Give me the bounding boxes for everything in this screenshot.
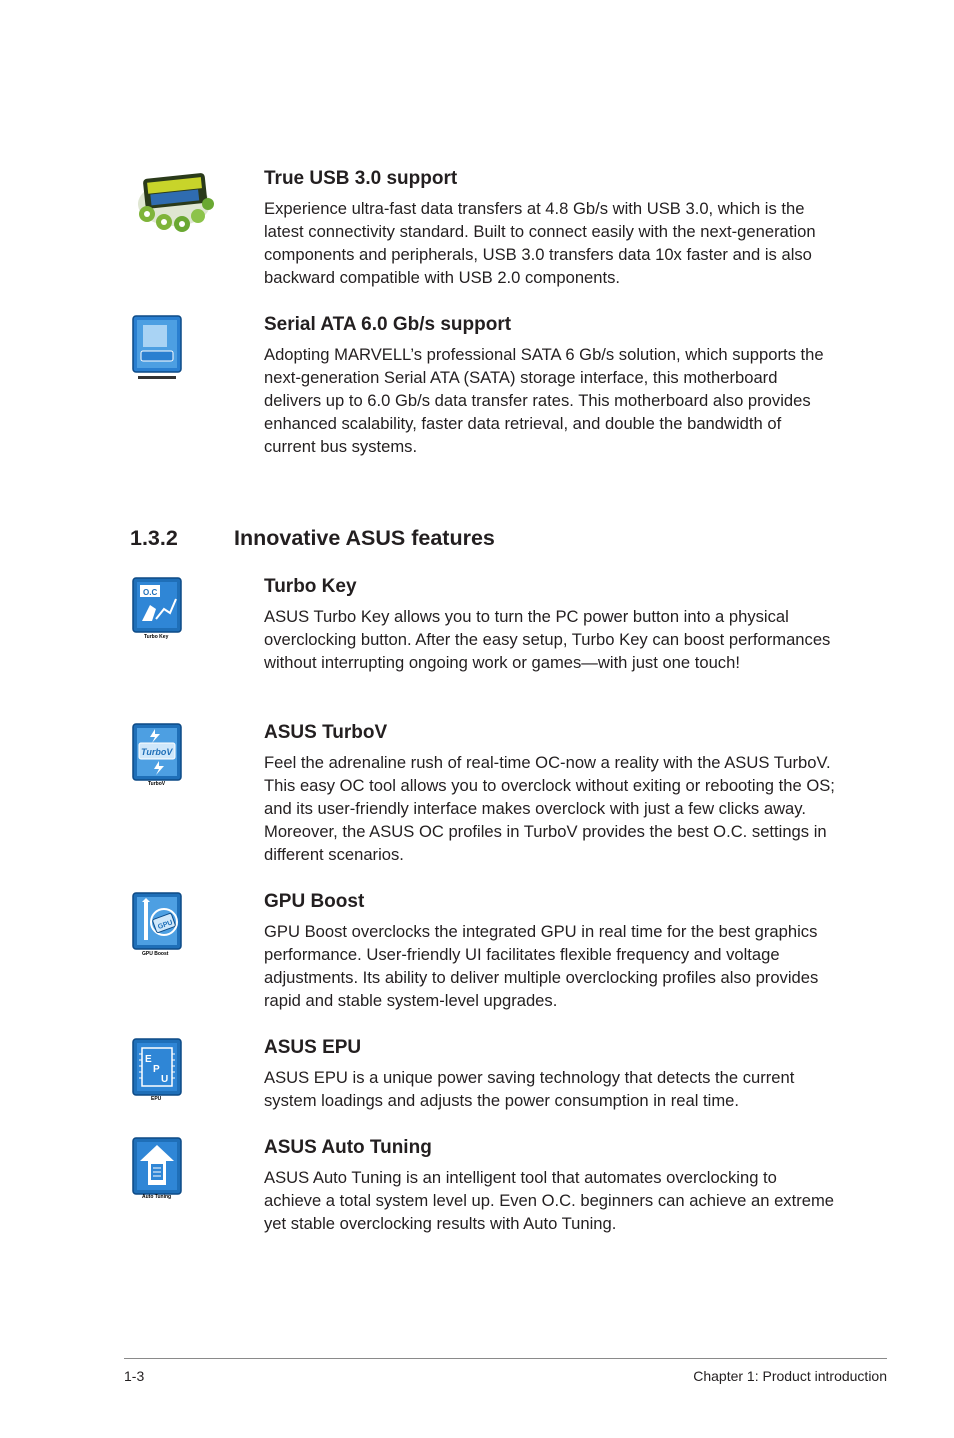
turbov-icon xyxy=(132,723,182,781)
auto-tuning-icon xyxy=(132,1137,182,1195)
feature-description: ASUS Auto Tuning is an intelligent tool that automates overclocking to achieve a total system level up. Even O.C. beginners can achieve an extreme yet stable overclocking results with Auto Tuning. xyxy=(264,1168,835,1233)
feature-title: ASUS TurboV xyxy=(264,722,388,743)
icon-caption: Auto Tuning xyxy=(142,1194,172,1200)
feature-title: GPU Boost xyxy=(264,891,365,912)
feature-description: Adopting MARVELL’s professional SATA 6 Gb/s solution, which supports the next-generation Serial ATA (SATA) storage interface, this motherboard delivers up to 6.0 Gb/s data transfer rates. This motherboard also provides enhanced scalability, faster data retrieval, and double the bandwidth of current bus systems. xyxy=(264,345,824,456)
feature-description: ASUS Turbo Key allows you to turn the PC power button into a physical overclocking button. After the easy setup, Turbo Key can boost performances without interrupting ongoing work or games—with just one touch! xyxy=(264,607,831,672)
section-number: 1.3.2 xyxy=(130,526,178,550)
page-number: 1-3 xyxy=(124,1368,145,1384)
section-title: Innovative ASUS features xyxy=(234,526,495,550)
turbo-key-icon xyxy=(132,577,182,633)
epu-icon xyxy=(132,1038,182,1096)
feature-description: GPU Boost overclocks the integrated GPU in real time for the best graphics performance. User-friendly UI facilitates flexible frequency and voltage adjustments. Its ability to deliver multiple overclocking profiles also provides rapid and stable system-level upgrades. xyxy=(264,922,819,1010)
feature-title: Serial ATA 6.0 Gb/s support xyxy=(264,314,512,335)
feature-description: ASUS EPU is a unique power saving technology that detects the current system loadings and adjusts the power consumption in real time. xyxy=(264,1068,795,1110)
icon-caption: Turbo Key xyxy=(144,634,169,640)
icon-caption: TurboV xyxy=(148,781,166,787)
svg-text:E: E xyxy=(145,1054,152,1065)
gpu-boost-icon xyxy=(132,892,182,950)
svg-text:TurboV: TurboV xyxy=(141,747,173,757)
icon-caption: EPU xyxy=(151,1096,162,1102)
usb3-icon xyxy=(134,170,218,236)
svg-text:P: P xyxy=(153,1064,160,1075)
icon-caption: GPU Boost xyxy=(142,951,169,957)
feature-description: Experience ultra-fast data transfers at 4.8 Gb/s with USB 3.0, which is the latest connectivity standard. Built to connect easily with the next-generation components and peripherals, USB 3.0 transfers data 10x faster and is also backward compatible with USB 2.0 components. xyxy=(264,199,816,287)
svg-text:U: U xyxy=(161,1074,169,1085)
feature-title: True USB 3.0 support xyxy=(264,168,458,189)
svg-text:O.C: O.C xyxy=(143,588,158,597)
footer-divider xyxy=(124,1358,887,1359)
svg-text:GPU: GPU xyxy=(157,919,174,932)
sata-icon xyxy=(132,315,182,383)
feature-description: Feel the adrenaline rush of real-time OC-now a reality with the ASUS TurboV. This easy OC tool allows you to overclock without exiting or rebooting the OS; and its user-friendly interface makes overclock with just a few clicks away. Moreover, the ASUS OC profiles in TurboV provides the best O.C. settings in different scenarios. xyxy=(264,753,835,864)
chapter-label: Chapter 1: Product introduction xyxy=(693,1368,887,1384)
feature-title: ASUS Auto Tuning xyxy=(264,1137,432,1158)
feature-title: ASUS EPU xyxy=(264,1037,362,1058)
feature-title: Turbo Key xyxy=(264,576,357,597)
